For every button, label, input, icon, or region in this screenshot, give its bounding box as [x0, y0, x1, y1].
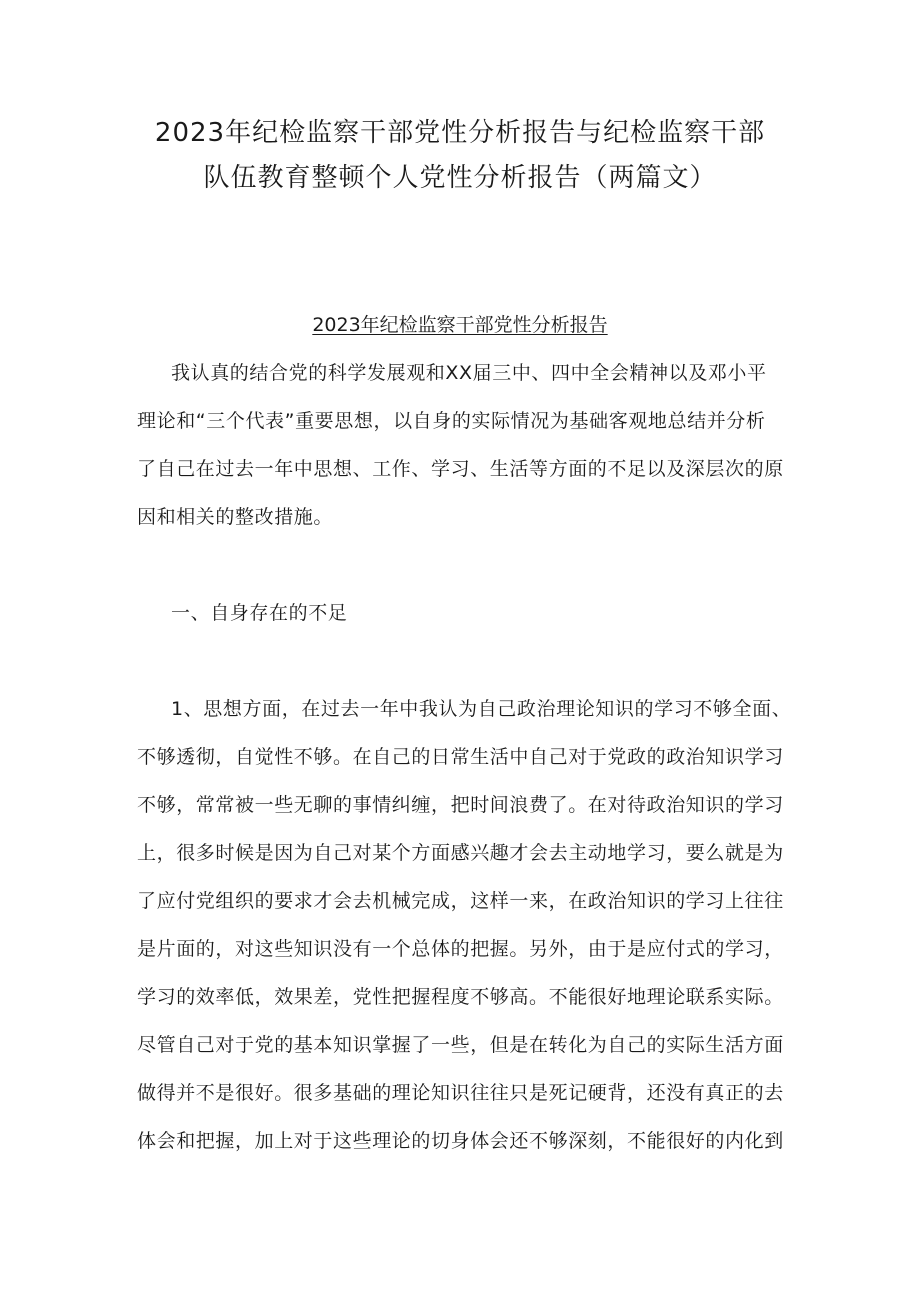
intro-line: 理论和“三个代表”重要思想，以自身的实际情况为基础客观地总结并分析: [137, 410, 766, 432]
document-title-line-2: 队伍教育整顿个人党性分析报告（两篇文）: [203, 163, 717, 193]
body-line: 学习的效率低，效果差，党性把握程度不够高。不能很好地理论联系实际。: [137, 986, 784, 1008]
body-line: 做得并不是很好。很多基础的理论知识往往只是死记硬背，还没有真正的去: [137, 1082, 784, 1104]
intro-line: 因和相关的整改措施。: [137, 506, 334, 528]
intro-line: 了自己在过去一年中思想、工作、学习、生活等方面的不足以及深层次的原: [137, 458, 784, 480]
body-line: 不够透彻，自觉性不够。在自己的日常生活中自己对于党政的政治知识学习: [137, 746, 784, 768]
body-line: 1、思想方面，在过去一年中我认为自己政治理论知识的学习不够全面、: [171, 698, 792, 720]
report-subtitle: 2023年纪检监察干部党性分析报告: [312, 314, 608, 336]
intro-line: 我认真的结合党的科学发展观和XX届三中、四中全会精神以及邓小平: [171, 362, 767, 384]
document-title-line-1: 2023年纪检监察干部党性分析报告与纪检监察干部: [154, 118, 766, 148]
body-line: 尽管自己对于党的基本知识掌握了一些，但是在转化为自己的实际生活方面: [137, 1034, 784, 1056]
body-line: 体会和把握，加上对于这些理论的切身体会还不够深刻，不能很好的内化到: [137, 1130, 784, 1152]
body-line: 了应付党组织的要求才会去机械完成，这样一来，在政治知识的学习上往往: [137, 890, 784, 912]
body-line: 是片面的，对这些知识没有一个总体的把握。另外，由于是应付式的学习，: [137, 938, 784, 960]
body-line: 不够，常常被一些无聊的事情纠缠，把时间浪费了。在对待政治知识的学习: [137, 794, 784, 816]
section-heading: 一、自身存在的不足: [171, 602, 348, 624]
body-line: 上，很多时候是因为自己对某个方面感兴趣才会去主动地学习，要么就是为: [137, 842, 784, 864]
